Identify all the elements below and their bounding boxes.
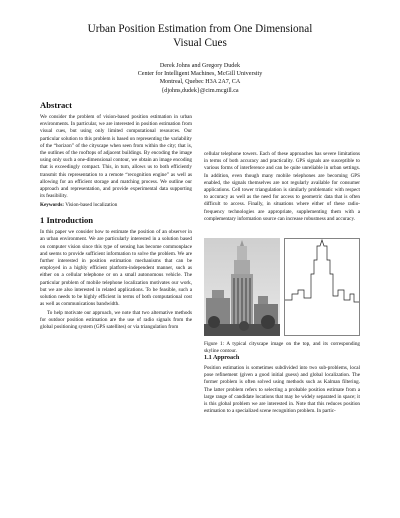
abstract-body: We consider the problem of vision-based position estimation in urban environments. In particular, we are interested in position estimation from visual cues, but using only limited computational resources. Our particular solution to this problem is based on representing the variability of the “horizon” of the cityscape when seen from within the city; that is, the outlines of the rooftops of adjacent buildings. By encoding the image using only such a one-dimensional contour, we obtain an image encoding that is exceedingly compact. This, in turn, allows us to both efficiently transmit this representation to a remote “recognition engine” as well as allowing for an efficient storage and matching process. We outline our approach and representation, and provide experimental data supporting its feasibility. [40,114,192,200]
approach-paragraph-1: Position estimation is sometimes subdivided into two sub-problems, local pose refinement (given a good initial guess) and global localization. The former problem is often solved using methods such as Kalman filtering. The latter problem refers to selecting a probable position estimate from a large range of candidate locations that may be widely separated in space; it is this global problem we are interested in. Note that this reduces position estimation to a specialized scene recognition problem. In partic- [204,365,360,415]
skyline-contour-plot [284,238,360,336]
right-column-top [204,151,360,225]
intro-paragraph-3: cellular telephone towers. Each of these approaches has severe limitations in terms of both accuracy and practicality. GPS signals are susceptible to various forms of interference and can be quite unreliable in urban settings. In addition, even though many mobile telephones are becoming GPS enabled, the signals themselves are not regularly available for consumer applications. Cell tower triangulation is similarly problematic with respect to accuracy as well as the need for access to geometric data that is often difficult to access. Finally, in situations where either of these radio-frequency technologies are appropriate, supplementing them with a complementary information source can increase robustness and accuracy. [204,151,360,222]
title-line-1: Urban Position Estimation from One Dimensional [87,23,313,35]
right-column-bottom [204,354,360,417]
email: {djohns,dudek}@cim.mcgill.ca [161,87,239,94]
figure-1 [204,238,360,336]
address: Montreal, Quebec H3A 2A7, CA [159,79,241,86]
affiliation: Center for Intelligent Machines, McGill University [137,71,263,78]
paper-title [40,22,360,50]
title-line-2: Visual Cues [173,37,227,49]
keywords-label: Keywords: [40,202,64,209]
keywords-value: Vision-based localization [65,202,118,209]
abstract-heading: Abstract [40,100,72,110]
intro-heading: 1 Introduction [40,215,94,226]
approach-heading: 1.1 Approach [204,354,240,361]
author-names: Derek Johns and Gregory Dudek [159,63,241,69]
intro-paragraph-1: In this paper we consider how to estimate the position of an observer in an urban environment. We are particularly interested in a solution based on computer vision since this type of sensing has become commonplace and seems to provide sufficient information to solve the problem. We are further interested in position estimation mechanisms that can be employed in a highly efficient platform-independent manner, such as either on a cellular telephone or on a small autonomous vehicle. The particular problem of mobile telephone localization motivates our work, but we are also interested in related applications. To be feasible, such a solution needs to be highly efficient in terms of both computational cost as well as communications bandwidth. [40,229,192,308]
keywords-line [40,202,192,209]
cityscape-photo [204,238,280,336]
intro-paragraph-2: To help motivate our approach, we note that two alternative methods for outdoor position estimation are the use of radio signals from the global positioning system (GPS satellites) or via triangulation from [40,310,192,331]
left-column [40,100,192,333]
figure-1-caption: Figure 1: A typical cityscape image on the top, and its corresponding skyline contour. [204,341,360,355]
author-block [60,62,340,95]
